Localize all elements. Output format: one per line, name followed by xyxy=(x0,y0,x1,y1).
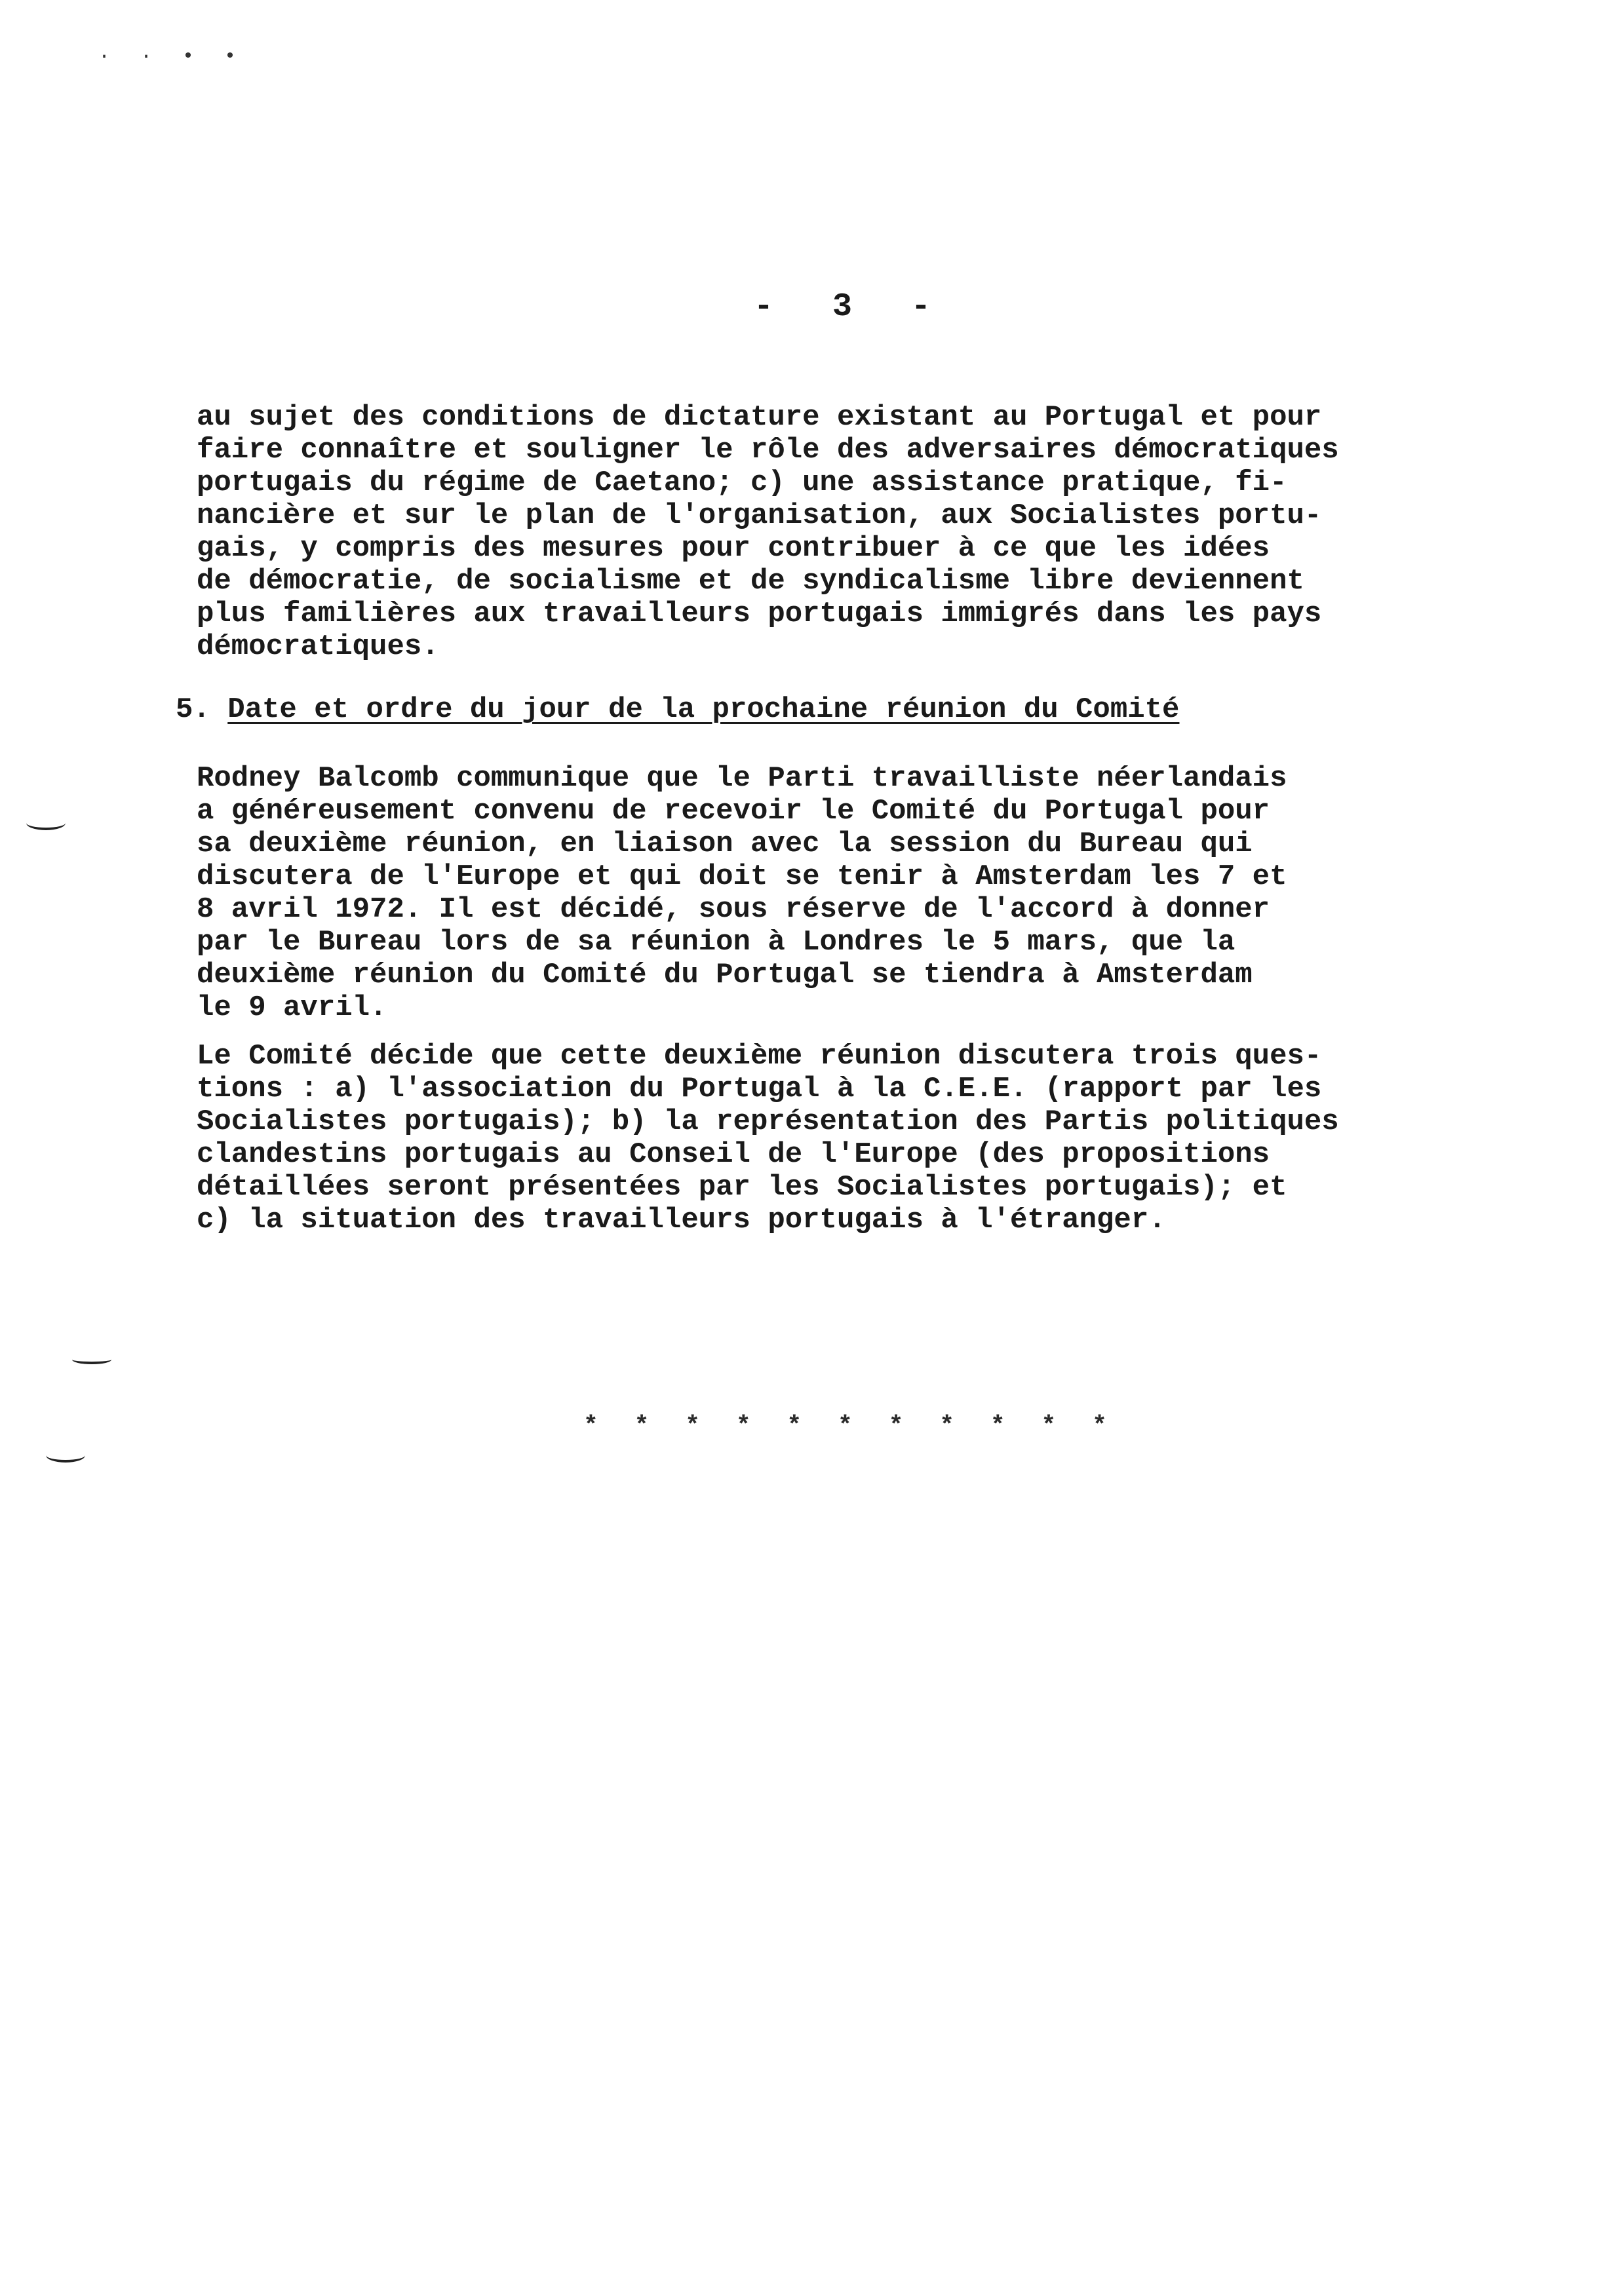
paragraph-meeting-location xyxy=(197,762,1494,1024)
text-line: 8 avril 1972. Il est décidé, sous réserve de l'accord à donner xyxy=(197,893,1270,926)
margin-dots: · · • • xyxy=(98,46,246,68)
text-line: sa deuxième réunion, en liaison avec la session du Bureau qui xyxy=(197,828,1253,860)
page-number: - 3 - xyxy=(754,288,951,326)
end-separator: * * * * * * * * * * * xyxy=(583,1412,1118,1440)
text-line: tions : a) l'association du Portugal à la C.E.E. (rapport par les xyxy=(197,1073,1322,1105)
margin-mark xyxy=(72,1355,111,1364)
text-line: gais, y compris des mesures pour contribuer à ce que les idées xyxy=(197,532,1270,565)
text-line: Rodney Balcomb communique que le Parti travailliste néerlandais xyxy=(197,762,1287,795)
section-heading xyxy=(176,693,1179,726)
text-line: de démocratie, de socialisme et de syndicalisme libre deviennent xyxy=(197,565,1304,598)
text-line: faire connaître et souligner le rôle des adversaires démocratiques xyxy=(197,434,1339,467)
text-line: clandestins portugais au Conseil de l'Europe (des propositions xyxy=(197,1138,1270,1171)
text-line: Le Comité décide que cette deuxième réunion discutera trois ques- xyxy=(197,1040,1322,1073)
text-line: portugais du régime de Caetano; c) une assistance pratique, fi- xyxy=(197,467,1287,499)
text-line: a généreusement convenu de recevoir le Comité du Portugal pour xyxy=(197,795,1270,828)
text-line: deuxième réunion du Comité du Portugal se tiendra à Amsterdam xyxy=(197,959,1253,991)
text-line: discutera de l'Europe et qui doit se tenir à Amsterdam les 7 et xyxy=(197,860,1287,893)
text-line: plus familières aux travailleurs portugais immigrés dans les pays xyxy=(197,598,1322,630)
text-line: détaillées seront présentées par les Socialistes portugais); et xyxy=(197,1171,1287,1204)
text-line: démocratiques. xyxy=(197,630,439,663)
text-line: nancière et sur le plan de l'organisation, aux Socialistes portu- xyxy=(197,499,1322,532)
section-number: 5. xyxy=(176,693,210,726)
text-line: le 9 avril. xyxy=(197,991,387,1024)
section-title: Date et ordre du jour de la prochaine réunion du Comité xyxy=(227,693,1180,726)
margin-mark xyxy=(46,1448,85,1463)
text-line: c) la situation des travailleurs portugais à l'étranger. xyxy=(197,1204,1166,1236)
text-line: Socialistes portugais); b) la représentation des Partis politiques xyxy=(197,1105,1339,1138)
paragraph-continuation xyxy=(197,401,1494,663)
text-line: au sujet des conditions de dictature existant au Portugal et pour xyxy=(197,401,1322,434)
margin-mark xyxy=(26,816,66,830)
text-line: par le Bureau lors de sa réunion à Londres le 5 mars, que la xyxy=(197,926,1236,959)
paragraph-agenda xyxy=(197,1040,1494,1236)
